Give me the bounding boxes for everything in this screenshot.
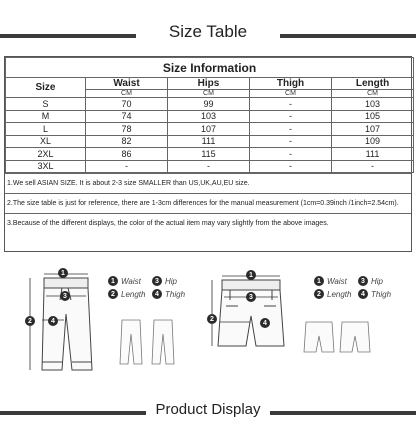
hips-cell: 111 <box>168 135 250 148</box>
header-rule-left <box>0 411 146 415</box>
size-table-header <box>0 18 416 52</box>
legend-length <box>108 289 145 299</box>
table-row <box>6 148 414 161</box>
size-column-header: Size <box>6 78 86 98</box>
table-row <box>6 160 414 173</box>
waist-cell: - <box>86 160 168 173</box>
shorts-measurement-diagram <box>208 266 416 378</box>
thigh-column-header: Thigh <box>250 78 332 90</box>
legend-label: Thigh <box>165 289 186 299</box>
legend-hip <box>358 276 383 286</box>
legend-badge: 3 <box>358 276 368 286</box>
unit-label: CM <box>168 90 250 98</box>
legend-badge: 4 <box>358 289 368 299</box>
long-pants-legend <box>108 276 204 300</box>
legend-length <box>314 289 351 299</box>
length-cell: 103 <box>332 98 414 111</box>
size-notes <box>5 173 411 234</box>
length-column-header: Length <box>332 78 414 90</box>
marker-4-badge: 4 <box>48 316 58 326</box>
marker-3-badge: 3 <box>60 291 70 301</box>
waist-cell: 86 <box>86 148 168 161</box>
thigh-cell: - <box>250 135 332 148</box>
hips-column-header: Hips <box>168 78 250 90</box>
hips-cell: 107 <box>168 123 250 136</box>
legend-label: Length <box>327 289 352 299</box>
legend-badge: 1 <box>108 276 118 286</box>
hips-cell: 99 <box>168 98 250 111</box>
legend-hip <box>152 276 177 286</box>
size-cell: L <box>6 123 86 136</box>
thigh-cell: - <box>250 123 332 136</box>
marker-2-badge: 2 <box>25 316 35 326</box>
note-color-variation: 3.Because of the different displays, the color of the actual item may vary slightly from the above images. <box>7 220 329 227</box>
unit-label: CM <box>86 90 168 98</box>
table-row <box>6 110 414 123</box>
legend-badge: 2 <box>314 289 324 299</box>
header-rule-right <box>270 411 416 415</box>
waist-cell: 82 <box>86 135 168 148</box>
legend-thigh <box>358 289 391 299</box>
legend-badge: 2 <box>108 289 118 299</box>
length-cell: 105 <box>332 110 414 123</box>
header-rule-left <box>0 34 136 38</box>
length-cell: 107 <box>332 123 414 136</box>
marker-1-badge: 1 <box>58 268 68 278</box>
page-title: Size Table <box>168 22 248 41</box>
legend-label: Waist <box>327 276 347 286</box>
length-cell: - <box>332 160 414 173</box>
legend-waist <box>108 276 141 286</box>
size-table <box>4 56 412 252</box>
marker-2-badge: 2 <box>207 314 217 324</box>
waist-cell: 74 <box>86 110 168 123</box>
note-measurement-difference: 2.The size table is just for reference, there are 1-3cm differences for the manual measurement (1cm=0.39inch /1inch=2.54cm). <box>5 194 411 214</box>
hips-cell: 115 <box>168 148 250 161</box>
unit-label: CM <box>332 90 414 98</box>
marker-3-badge: 3 <box>246 292 256 302</box>
legend-label: Length <box>121 289 146 299</box>
legend-waist <box>314 276 347 286</box>
size-cell: 2XL <box>6 148 86 161</box>
legend-badge: 3 <box>152 276 162 286</box>
legend-badge: 4 <box>152 289 162 299</box>
note-asian-size: 1.We sell ASIAN SIZE. It is about 2-3 size SMALLER than US,UK,AU,EU size. <box>5 174 411 194</box>
table-row <box>6 98 414 111</box>
legend-label: Hip <box>371 276 384 286</box>
thigh-cell: - <box>250 98 332 111</box>
table-row <box>6 135 414 148</box>
legend-badge: 1 <box>314 276 324 286</box>
thigh-cell: - <box>250 160 332 173</box>
size-cell: S <box>6 98 86 111</box>
shorts-legend <box>314 276 414 300</box>
legend-label: Waist <box>121 276 141 286</box>
waist-cell: 70 <box>86 98 168 111</box>
size-information-title: Size Information <box>6 58 414 78</box>
table-row <box>6 123 414 136</box>
length-cell: 111 <box>332 148 414 161</box>
marker-4-badge: 4 <box>260 318 270 328</box>
header-rule-right <box>280 34 416 38</box>
product-display-title: Product Display <box>155 401 261 418</box>
hips-cell: - <box>168 160 250 173</box>
marker-1-badge: 1 <box>246 270 256 280</box>
long-pants-measurement-diagram <box>0 266 208 378</box>
hips-cell: 103 <box>168 110 250 123</box>
waist-cell: 78 <box>86 123 168 136</box>
legend-label: Thigh <box>371 289 392 299</box>
size-cell: XL <box>6 135 86 148</box>
legend-thigh <box>152 289 185 299</box>
length-cell: 109 <box>332 135 414 148</box>
size-cell: M <box>6 110 86 123</box>
thigh-cell: - <box>250 110 332 123</box>
legend-label: Hip <box>165 276 178 286</box>
thigh-cell: - <box>250 148 332 161</box>
size-cell: 3XL <box>6 160 86 173</box>
product-display-header <box>0 399 416 433</box>
waist-column-header: Waist <box>86 78 168 90</box>
unit-label: CM <box>250 90 332 98</box>
